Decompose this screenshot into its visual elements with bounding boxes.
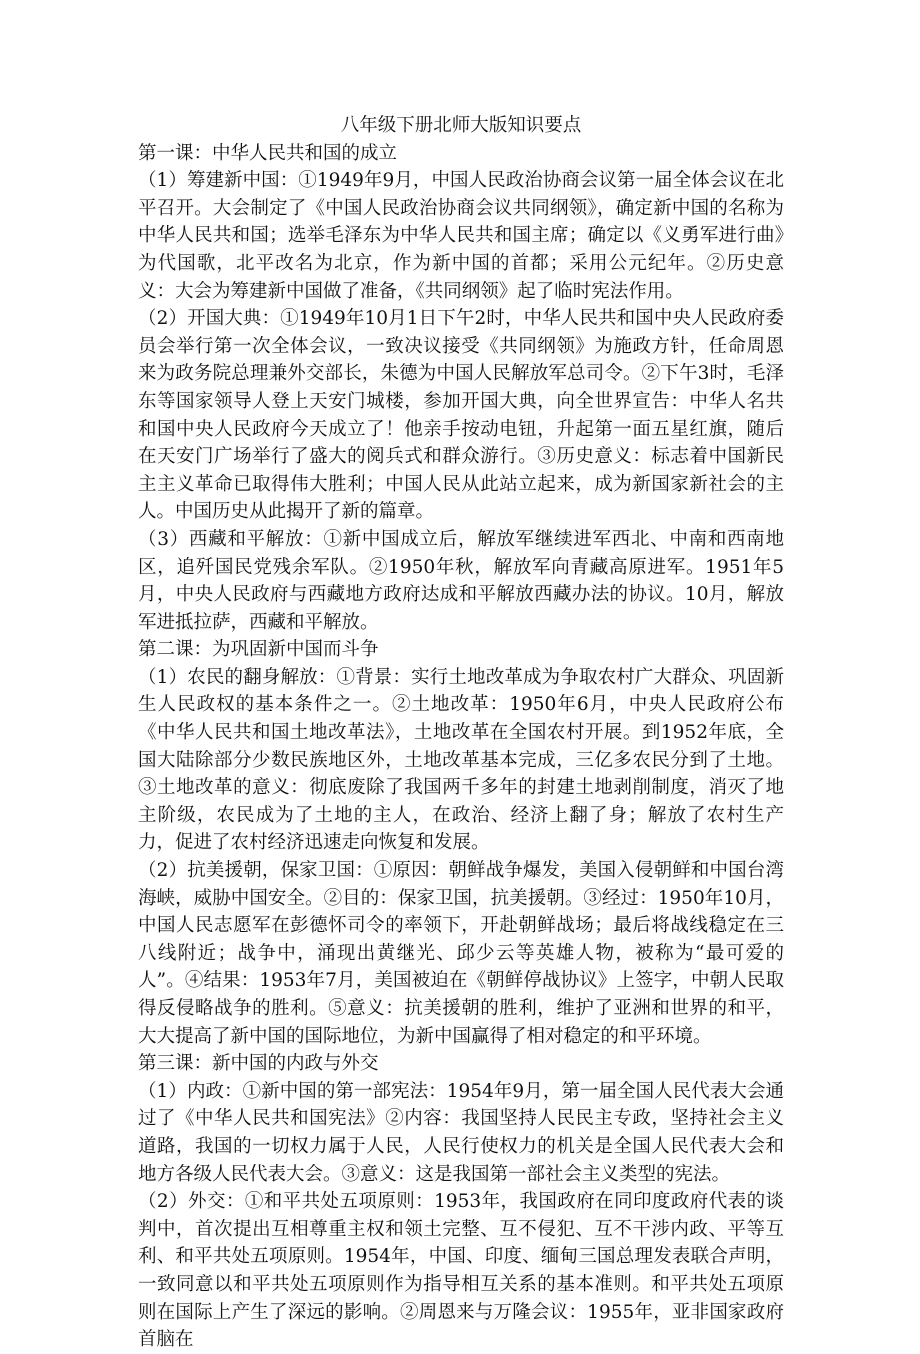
lesson-2-heading: 第二课：为巩固新中国而斗争 — [138, 639, 379, 661]
lesson-3-heading: 第三课：新中国的内政与外交 — [138, 1053, 379, 1075]
lesson-1-paragraph-3: （3）西藏和平解放：①新中国成立后，解放军继续进军西北、中南和西南地区，追歼国民党残余军队。②1950年秋，解放军向青藏高原进军。1951年5月，中央人民政府与西藏地方政府达成和平解放西藏办法的协议。10月，解放军进抵拉萨，西藏和平解放。 — [138, 528, 784, 633]
lesson-2-paragraph-1: （1）农民的翻身解放：①背景：实行土地改革成为争取农村广大群众、巩固新生人民政权的基本条件之一。②土地改革：1950年6月，中央人民政府公布《中华人民共和国土地改革法》，土地改革在全国农村开展。到1952年底，全国大陆除部分少数民族地区外，土地改革基本完成，三亿多农民分到了土地。③土地改革的意义：彻底废除了我国两千多年的封建土地剥削制度，消灭了地主阶级，农民成为了土地的主人，在政治、经济上翻了身；解放了农村生产力，促进了农村经济迅速走向恢复和发展。 — [138, 666, 784, 854]
lesson-1-heading: 第一课：中华人民共和国的成立 — [138, 142, 398, 164]
lesson-2-paragraph-2: （2）抗美援朝，保家卫国：①原因：朝鲜战争爆发，美国入侵朝鲜和中国台湾海峡，威胁中国安全。②目的：保家卫国，抗美援朝。③经过：1950年10月，中国人民志愿军在彭德怀司令的率领下，开赴朝鲜战场；最后将战线稳定在三八线附近；战争中，涌现出黄继光、邱少云等英雄人物，被称为“最可爱的人”。④结果：1953年7月，美国被迫在《朝鲜停战协议》上签字，中朝人民取得反侵略战争的胜利。⑤意义：抗美援朝的胜利，维护了亚洲和世界的和平，大大提高了新中国的国际地位，为新中国赢得了相对稳定的和平环境。 — [138, 860, 784, 1047]
lesson-3-paragraph-1: （1）内政：①新中国的第一部宪法：1954年9月，第一届全国人民代表大会通过了《中华人民共和国宪法》②内容：我国坚持人民民主专政，坚持社会主义道路，我国的一切权力属于人民，人民行使权力的机关是全国人民代表大会和地方各级人民代表大会。③意义：这是我国第一部社会主义类型的宪法。 — [138, 1080, 784, 1185]
document-page — [138, 112, 784, 1354]
lesson-3-paragraph-2: （2）外交：①和平共处五项原则：1953年，我国政府在同印度政府代表的谈判中，首次提出互相尊重主权和领土完整、互不侵犯、互不干涉内政、平等互利、和平共处五项原则。1954年，中国、印度、缅甸三国总理发表联合声明，一致同意以和平共处五项原则作为指导相互关系的基本准则。和平共处五项原则在国际上产生了深远的影响。②周恩来与万隆会议：1955年，亚非国家政府首脑在 — [138, 1191, 784, 1351]
lesson-1-paragraph-1: （1）筹建新中国：①1949年9月，中国人民政治协商会议第一届全体会议在北平召开。大会制定了《中国人民政治协商会议共同纲领》，确定新中国的名称为中华人民共和国；选举毛泽东为中华人民共和国主席；确定以《义勇军进行曲》为代国歌，北平改名为北京，作为新中国的首都；采用公元纪年。②历史意义：大会为筹建新中国做了准备，《共同纲领》起了临时宪法作用。 — [138, 170, 784, 302]
document-title: 八年级下册北师大版知识要点 — [340, 115, 582, 136]
lesson-1-paragraph-2: （2）开国大典：①1949年10月1日下午2时，中华人民共和国中央人民政府委员会举行第一次全体会议，一致决议接受《共同纲领》为施政方针，任命周恩来为政务院总理兼外交部长，朱德为中国人民解放军总司令。②下午3时，毛泽东等国家领导人登上天安门城楼，参加开国大典，向全世界宣告：中华人名共和国中央人民政府今天成立了！他亲手按动电钮，升起第一面五星红旗，随后在天安门广场举行了盛大的阅兵式和群众游行。③历史意义：标志着中国新民主主义革命已取得伟大胜利；中国人民从此站立起来，成为新国家新社会的主人。中国历史从此揭开了新的篇章。 — [138, 308, 784, 523]
